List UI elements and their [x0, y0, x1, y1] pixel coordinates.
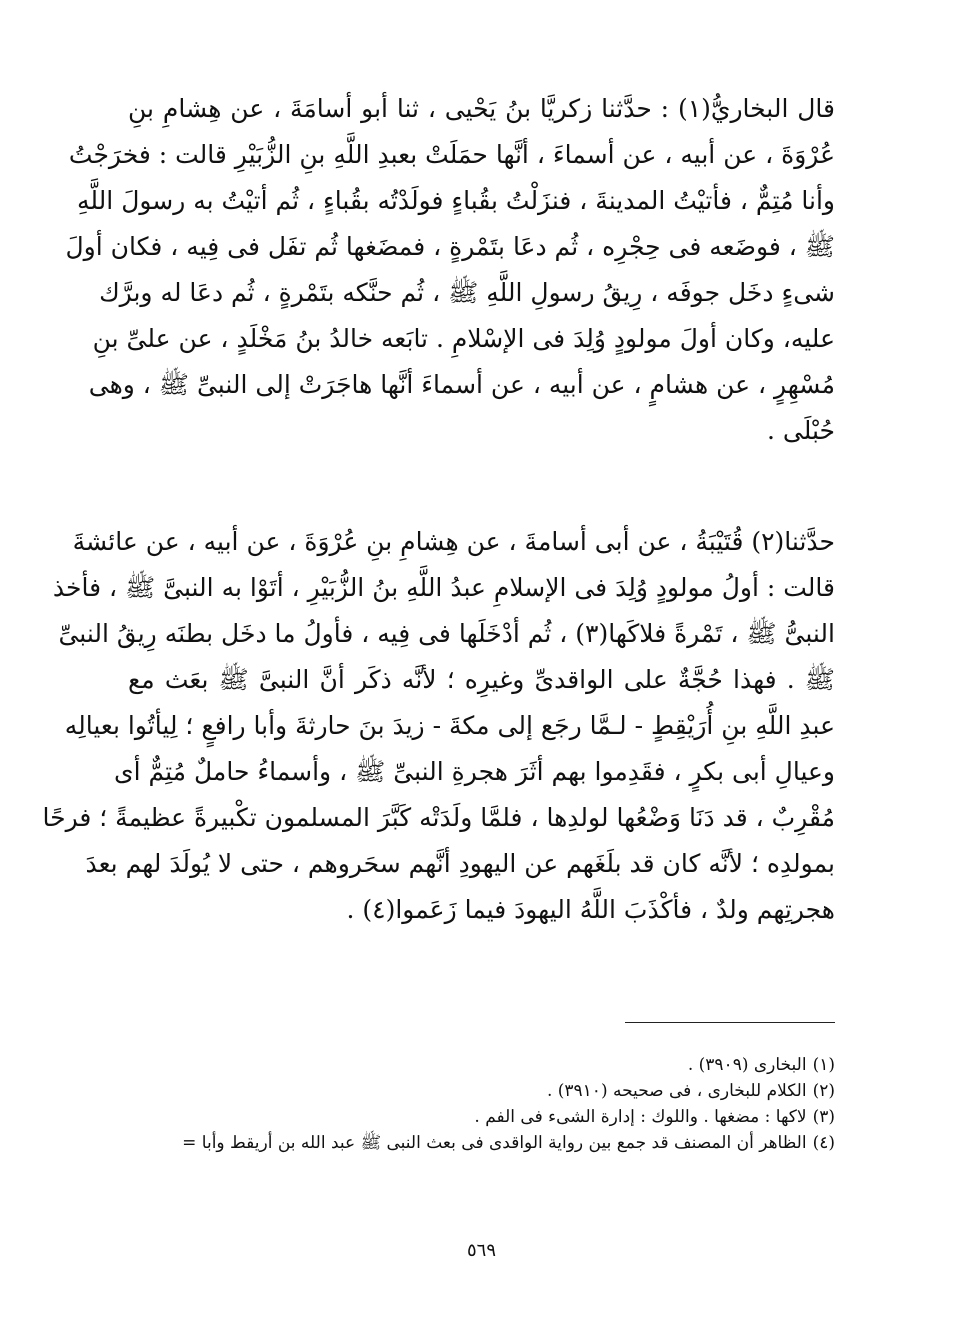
footnote-text: الكلام للبخارى ، فى صحيحه (٣٩١٠) .: [546, 1081, 807, 1101]
footnote-text: الظاهر أن المصنف قد جمع بين رواية الواقدى فى بعث النبى ﷺ عبد الله بن أريقط وأبا =: [182, 1133, 807, 1153]
text-line: عليه، وكان أولَ مولودٍ وُلِدَ فى الإسْلامِ . تابَعه خالدُ بنُ مَخْلَدٍ ، عن علىِّ بنِ: [92, 324, 835, 353]
footnote: [128, 1078, 835, 1104]
footnote-text: لاكها : مضغها . واللوك : إدارة الشىء فى الفم .: [474, 1107, 807, 1127]
footnote-number: (١): [812, 1055, 835, 1075]
text-line: مُقْرِبٌ ، قد دَنَا وَضْعُها لولدِها ، فلمَّا ولَدَتْه كَبَّرَ المسلمون تكْبيرةً عظيمةً ؛ فرحًا: [42, 803, 835, 832]
footnotes: [128, 1052, 835, 1156]
text-line: مُسْهِرٍ ، عن هشامٍ ، عن أبيه ، عن أسماءَ أنَّها هاجَرَتْ إلى النبىِّ ﷺ ، وهى: [88, 370, 835, 399]
text-line: شىءٍ دخَل جوفَه ، رِيقُ رسولِ اللَّهِ ﷺ ، ثُم حنَّكه بتَمْرةٍ ، ثُم دعَا له وبرَّك: [99, 278, 835, 307]
paragraph-2: [42, 519, 835, 933]
text-line: قال البخاريُّ(١) : حدَّثنا زكريَّا بنُ يَحْيى ، ثنا أبو أسامَةَ ، عن هِشامِ بنِ: [128, 94, 836, 123]
text-line: قالت : أولُ مولودٍ وُلِدَ فى الإسلامِ عبدُ اللَّهِ بنُ الزُّبَيْرِ ، أتَوْا به النبىَّ ﷺ ، فأخذ: [52, 573, 835, 602]
footnote-number: (٣): [812, 1107, 835, 1127]
text-line: بمولدِه ؛ لأنَّه كان قد بلَغَهم عن اليهودِ أنَّهم سحَروهم ، حتى لا يُولَدَ لهم بعدَ: [85, 849, 835, 878]
footnote-number: (٢): [812, 1081, 835, 1101]
text-line: النبىُّ ﷺ ، تَمْرةً فلاكَها(٣) ، ثُم أدْخَلَها فى فِيه ، فأولُ ما دخَل بطنَه رِيقُ النبىِّ: [58, 619, 835, 648]
paragraph-1: [65, 86, 836, 454]
text-line: عُرْوَةَ ، عن أبيه ، عن أسماءَ ، أنَّها حمَلَتْ بعبدِ اللَّهِ بنِ الزُّبَيْرِ قالت : فخرَجْتُ: [68, 140, 835, 169]
footnote: [128, 1052, 835, 1078]
text-line: عبدِ اللَّهِ بنِ أُرَيْقِطٍ - لـمَّا رجَع إلى مكةَ - زيدَ بنَ حارثةَ وأبا رافعٍ ؛ لِيأتُوا بعيالِه: [64, 711, 835, 740]
text-line: وعيالِ أبى بكرٍ ، فقَدِموا بهم أثَرَ هجرةِ النبىِّ ﷺ ، وأسماءُ حاملٌ مُتِمٌّ أى: [114, 757, 835, 786]
text-line: هجرتِهم ولدٌ ، فأكْذَبَ اللَّهُ اليهودَ فيما زَعَموا(٤) .: [346, 895, 835, 924]
footnote-separator: [625, 1022, 835, 1023]
text-line: ﷺ . فهذا حُجَّةٌ على الواقدىِّ وغيرِه ؛ لأنَّه ذكَر أنَّ النبىَّ ﷺ بعَث مع: [128, 665, 835, 694]
footnote-text: البخارى (٣٩٠٩) .: [687, 1055, 807, 1075]
footnote: [128, 1130, 835, 1156]
footnote: [128, 1104, 835, 1130]
text-line: حُبْلَى .: [766, 416, 835, 445]
footnote-number: (٤): [812, 1133, 835, 1153]
text-line: وأنا مُتِمٌّ ، فأتيْتُ المدينةَ ، فنزَلْتُ بقُباءٍ فولَدْتُه بقُباءٍ ، ثُم أتيْتُ به رسولَ اللَّهِ: [77, 186, 835, 215]
text-line: حدَّثنا(٢) قُتَيْبَةُ ، عن أبى أسامةَ ، عن هِشامِ بنِ عُرْوَةَ ، عن أبيه ، عن عائشةَ: [72, 527, 835, 556]
page-number: ٥٦٩: [466, 1240, 496, 1261]
text-line: ﷺ ، فوضَعه فى حِجْرِه ، ثُم دعَا بتَمْرةٍ ، فمضَغها ثُم تفَل فى فِيه ، فكان أولَ: [65, 232, 835, 261]
